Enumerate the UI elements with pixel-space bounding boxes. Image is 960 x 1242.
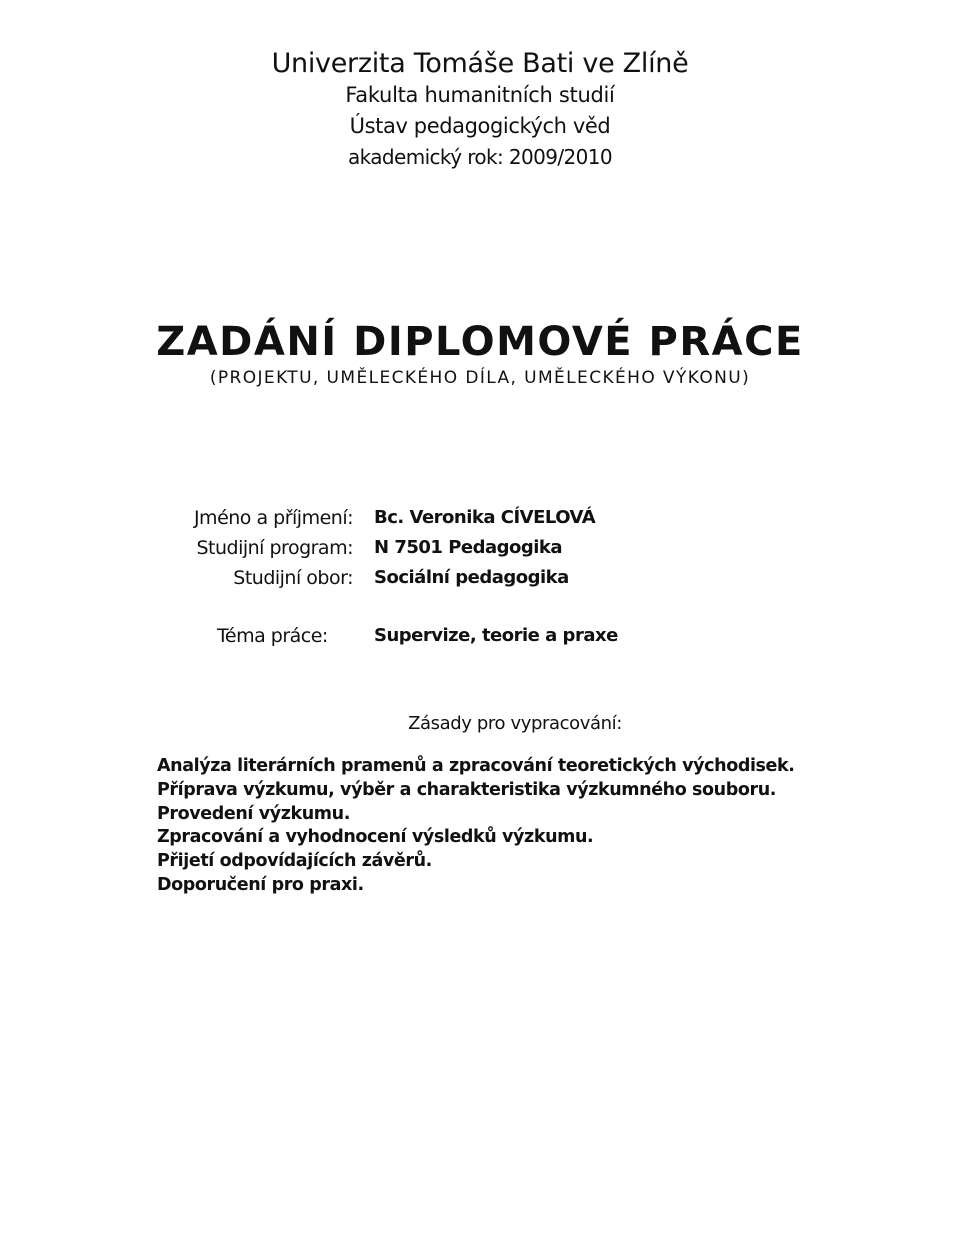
program-value: N 7501 Pedagogika — [374, 537, 563, 558]
document-title: ZADÁNÍ DIPLOMOVÉ PRÁCE — [156, 319, 804, 365]
faculty-name: Fakulta humanitních studií — [345, 83, 615, 107]
principle-item: Doporučení pro praxi. — [157, 874, 364, 895]
institute-name: Ústav pedagogických věd — [349, 114, 611, 138]
document-subtitle: (PROJEKTU, UMĚLECKÉHO DÍLA, UMĚLECKÉHO VÝKONU) — [209, 368, 751, 388]
academic-year: akademický rok: 2009/2010 — [347, 145, 613, 169]
field-row — [0, 565, 960, 591]
topic-label: Téma práce: — [217, 625, 328, 647]
document-header — [0, 50, 960, 167]
name-label: Jméno a příjmení: — [193, 507, 353, 529]
program-row — [0, 535, 960, 561]
program-label: Studijní program: — [196, 537, 353, 559]
principle-item: Provedení výzkumu. — [157, 803, 350, 824]
principle-item: Přijetí odpovídajících závěrů. — [157, 851, 432, 872]
title-block — [0, 319, 960, 388]
name-value: Bc. Veronika CÍVELOVÁ — [374, 507, 596, 528]
topic-value: Supervize, teorie a praxe — [374, 625, 618, 646]
field-value: Sociální pedagogika — [374, 567, 569, 588]
principles-list — [157, 755, 795, 898]
principles-heading: Zásady pro vypracování: — [408, 713, 622, 734]
principle-item: Zpracování a vyhodnocení výsledků výzkumu. — [157, 827, 594, 848]
topic-row — [0, 623, 960, 649]
principle-item: Analýza literárních pramenů a zpracování teoretických východisek. — [157, 756, 795, 776]
name-row — [0, 505, 960, 531]
principle-item: Příprava výzkumu, výběr a charakteristika výzkumného souboru. — [157, 779, 777, 800]
university-name: Univerzita Tomáše Bati ve Zlíně — [271, 48, 689, 79]
field-label: Studijní obor: — [233, 567, 353, 589]
